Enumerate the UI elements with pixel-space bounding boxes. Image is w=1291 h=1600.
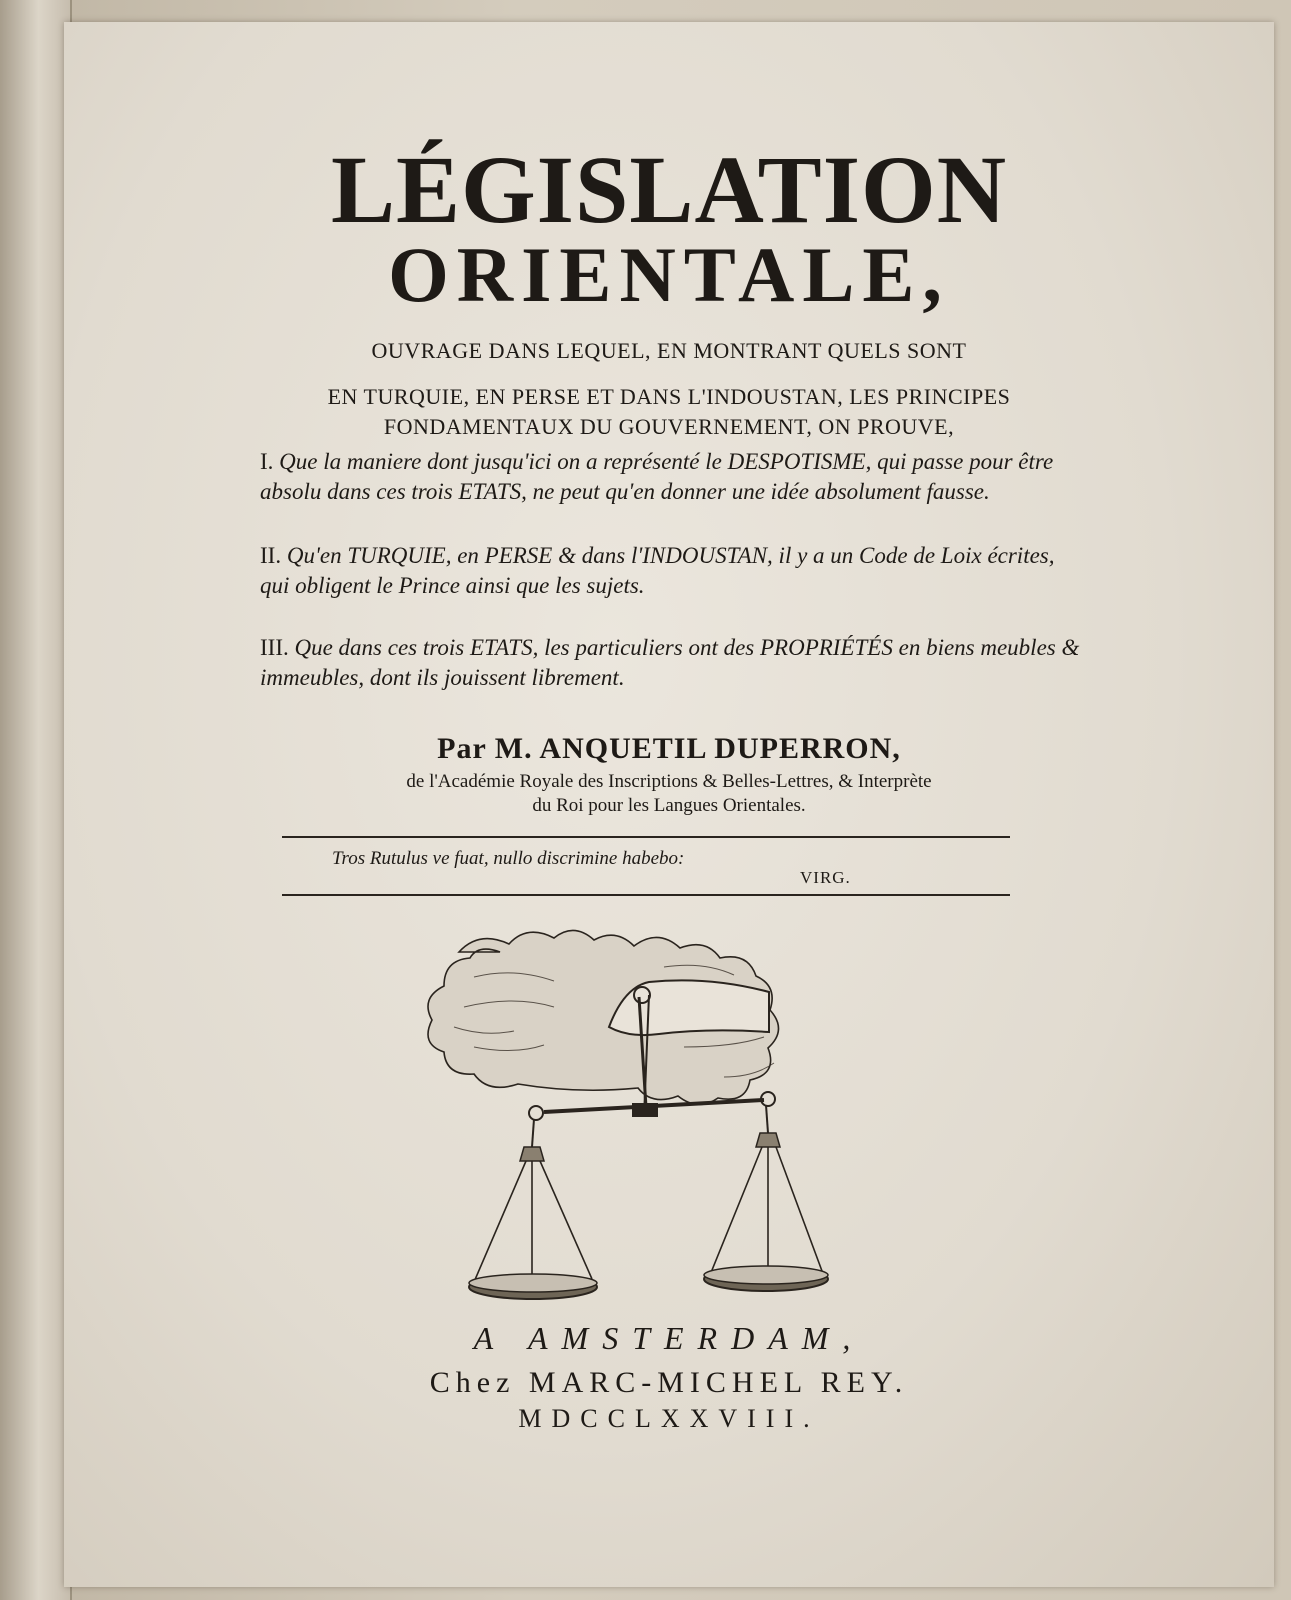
proposition-1 xyxy=(260,447,1080,507)
title-page xyxy=(64,22,1274,1587)
proposition-text: Que dans ces trois ETATS, les particuliers ont des PROPRIÉTÉS en biens meubles & immeubles, dont ils jouissent librement. xyxy=(260,635,1080,690)
imprint-year: MDCCLXXVIII. xyxy=(518,1404,820,1433)
subtitle-line-1: OUVRAGE DANS LEQUEL, EN MONTRANT QUELS SONT xyxy=(371,338,967,363)
imprint-publisher: Chez MARC-MICHEL REY. xyxy=(429,1366,909,1399)
author-affiliation-line-2: du Roi pour les Langues Orientales. xyxy=(532,795,806,816)
proposition-numeral: I. xyxy=(260,449,274,474)
proposition-numeral: II. xyxy=(260,543,282,568)
author-affiliation-line-1: de l'Académie Royale des Inscriptions & Belles-Lettres, & Interprète xyxy=(406,771,932,792)
proposition-text: Qu'en TURQUIE, en PERSE & dans l'INDOUSTAN, il y a un Code de Loix écrites, qui obligent le Prince ainsi que les sujets. xyxy=(260,543,1055,598)
proposition-numeral: III. xyxy=(260,635,289,660)
epigraph-quote: Tros Rutulus ve fuat, nullo discrimine habebo: xyxy=(332,848,685,869)
title-line-1: LÉGISLATION xyxy=(330,136,1008,243)
proposition-text: Que la maniere dont jusqu'ici on a représenté le DESPOTISME, qui passe pour être absolu dans ces trois ETATS, ne peut qu'en donner une idée absolument fausse. xyxy=(260,449,1054,504)
author-name: Par M. ANQUETIL DUPERRON, xyxy=(437,732,901,765)
epigraph-attribution: VIRG. xyxy=(800,868,851,887)
subtitle-line-2: EN TURQUIE, EN PERSE ET DANS L'INDOUSTAN, LES PRINCIPES xyxy=(327,384,1011,409)
balance-scale-vignette-icon xyxy=(364,907,864,1327)
imprint-place: A AMSTERDAM, xyxy=(473,1320,865,1356)
proposition-3 xyxy=(260,633,1080,693)
title-line-2: ORIENTALE, xyxy=(388,231,950,318)
subtitle-line-3: FONDAMENTAUX DU GOUVERNEMENT, ON PROUVE, xyxy=(383,414,955,439)
upper-rule xyxy=(282,836,1010,838)
book-gutter xyxy=(0,0,72,1600)
lower-rule xyxy=(282,894,1010,896)
proposition-2 xyxy=(260,541,1080,601)
